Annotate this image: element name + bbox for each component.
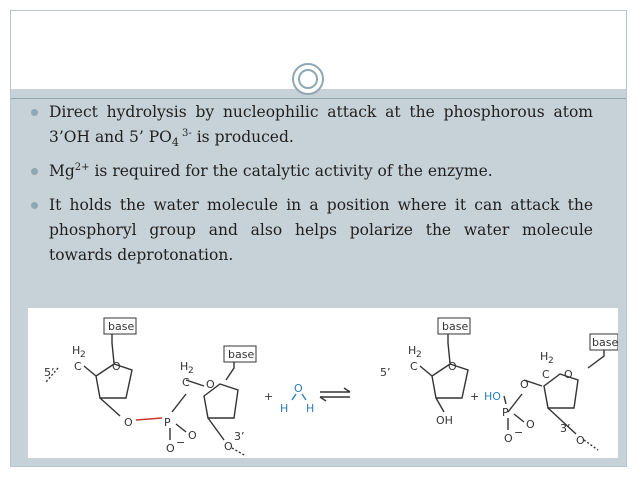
base-label: base bbox=[228, 348, 255, 361]
atom-c: C bbox=[410, 360, 418, 373]
bullet-text: Direct hydrolysis by nucleophilic attack at the phosphorous atom 3’OH and 5’ PO bbox=[49, 103, 593, 146]
circle-ornament-icon bbox=[292, 63, 324, 95]
atom-p: P bbox=[502, 406, 509, 419]
atom-h: H bbox=[180, 360, 189, 373]
bond-p-o2 bbox=[176, 424, 186, 432]
bullet-item-mg bbox=[31, 159, 593, 184]
three-prime-label: 3’ bbox=[560, 422, 571, 435]
bond-p-o-3 bbox=[514, 414, 524, 422]
bond-ho-p bbox=[504, 396, 506, 404]
water-hydrogen: H bbox=[280, 402, 289, 415]
plus-sign: + bbox=[264, 390, 274, 403]
atom-o: O bbox=[576, 434, 585, 447]
bond-c5-3 bbox=[420, 366, 432, 376]
atom-o: O bbox=[504, 432, 513, 445]
bullet-text: Mg bbox=[49, 162, 75, 180]
atom-o: O bbox=[564, 368, 573, 381]
atom-subscript: 2 bbox=[548, 356, 554, 366]
bond-3o bbox=[100, 398, 120, 416]
atom-o: O bbox=[166, 442, 175, 455]
atom-o: O bbox=[112, 360, 121, 373]
bond-base4 bbox=[588, 348, 604, 368]
atom-oh: OH bbox=[436, 414, 453, 427]
bond-3oh bbox=[436, 398, 444, 412]
base-label: base bbox=[592, 336, 618, 349]
subscript: 4 bbox=[171, 136, 179, 150]
atom-o: O bbox=[526, 418, 535, 431]
water-oxygen: O bbox=[294, 382, 303, 395]
chain-continue-right bbox=[584, 440, 598, 450]
bond-p-5o bbox=[172, 394, 186, 412]
bond-base2 bbox=[226, 360, 234, 380]
atom-subscript: 2 bbox=[80, 350, 86, 360]
atom-h: H bbox=[72, 344, 81, 357]
bond-base3 bbox=[448, 334, 450, 363]
atom-subscript: 2 bbox=[188, 366, 194, 376]
bond-p-o bbox=[136, 418, 162, 420]
bond-c5 bbox=[84, 366, 96, 376]
atom-o: O bbox=[206, 378, 215, 391]
bullet-item-water bbox=[31, 193, 593, 268]
atom-o: O bbox=[224, 440, 233, 453]
atom-c: C bbox=[542, 368, 550, 381]
bond-3prime bbox=[208, 418, 224, 440]
atom-p: P bbox=[164, 416, 171, 429]
bullet-item-hydrolysis bbox=[31, 100, 593, 150]
atom-c: C bbox=[74, 360, 82, 373]
atom-o: O bbox=[188, 429, 197, 442]
charge-minus: − bbox=[176, 436, 186, 449]
atom-o: O bbox=[448, 360, 457, 373]
plus-sign: + bbox=[470, 390, 480, 403]
chain-continue bbox=[232, 448, 246, 456]
atom-o: O bbox=[520, 378, 529, 391]
base-label: base bbox=[108, 320, 135, 333]
reaction-diagram bbox=[28, 308, 618, 458]
title-divider bbox=[11, 98, 626, 99]
charge-minus: − bbox=[514, 426, 524, 439]
bullet-text-tail: is required for the catalytic activity of the enzyme. bbox=[89, 162, 493, 180]
bullet-text: It holds the water molecule in a position where it can attack the phosphoryl group and also helps polarize the water molecule towards deprotonation. bbox=[49, 196, 593, 264]
atom-subscript: 2 bbox=[416, 350, 422, 360]
atom-ho: HO bbox=[484, 390, 501, 403]
five-prime-label: 5’ bbox=[44, 366, 55, 379]
atom-h: H bbox=[408, 344, 417, 357]
hydrolysis-reaction-figure bbox=[28, 308, 618, 458]
bullet-text-tail: is produced. bbox=[191, 128, 294, 146]
superscript: 2+ bbox=[74, 161, 90, 173]
three-prime-label: 3’ bbox=[234, 430, 245, 443]
bond-p-5o-2 bbox=[508, 394, 522, 412]
bond-base1 bbox=[112, 334, 114, 363]
base-label: base bbox=[442, 320, 469, 333]
atom-o: O bbox=[124, 416, 133, 429]
water-hydrogen: H bbox=[306, 402, 315, 415]
atom-h: H bbox=[540, 350, 549, 363]
superscript: 3- bbox=[178, 127, 192, 139]
five-prime-label: 5’ bbox=[380, 366, 391, 379]
bullet-list bbox=[31, 100, 593, 277]
atom-c: C bbox=[182, 376, 190, 389]
